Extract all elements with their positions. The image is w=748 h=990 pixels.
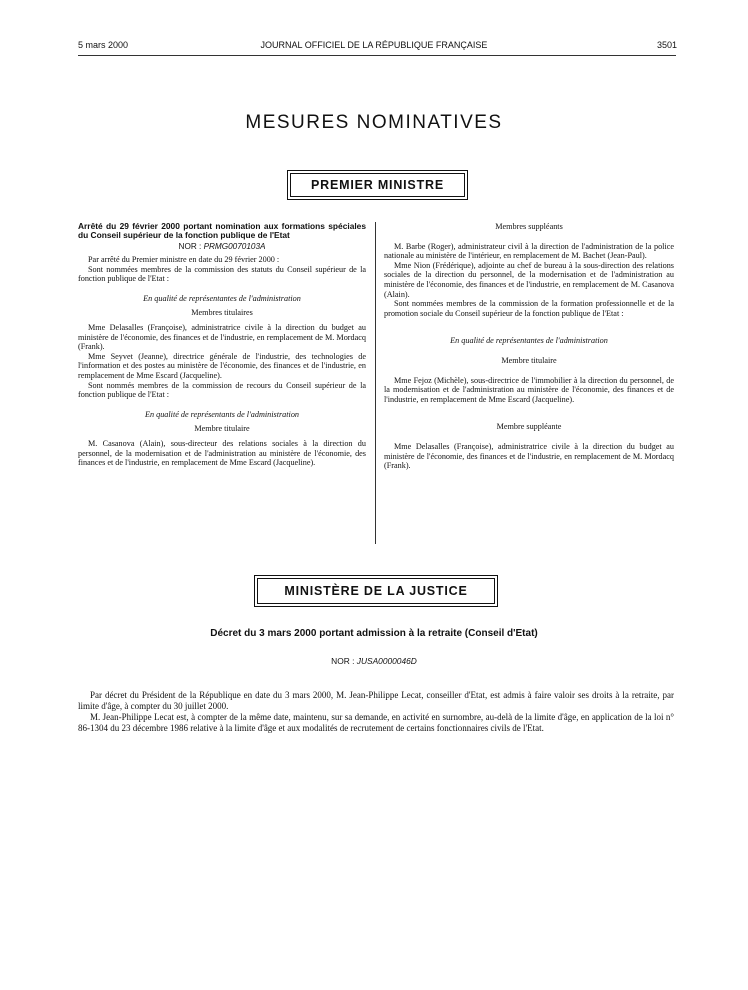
nor-label: NOR :: [331, 656, 355, 666]
right-column: [384, 222, 674, 471]
header-date: 5 mars 2000: [78, 40, 129, 50]
header-journal-title: JOURNAL OFFICIEL DE LA RÉPUBLIQUE FRANÇAISE: [260, 40, 488, 50]
nor-label: NOR :: [178, 242, 202, 252]
paragraph: Sont nommés membres de la commission de recours du Conseil supérieur de la fonction publique de l'Etat :: [78, 380, 366, 400]
column-divider: [375, 222, 376, 544]
subheading-membre-suppleante: Membre suppléante: [496, 422, 562, 432]
section-heading-box-premier-ministre: [287, 170, 468, 200]
nor-line: [78, 242, 366, 252]
subheading-qualite: En qualité de représentantes de l'administration: [450, 336, 608, 346]
nor-value: PRMG0070103A: [203, 242, 266, 252]
subheading-membre-titulaire: Membre titulaire: [194, 424, 250, 434]
subheading-membre-titulaire: Membre titulaire: [501, 355, 557, 365]
nor-value: JUSA0000046D: [356, 656, 417, 666]
paragraph: M. Casanova (Alain), sous-directeur des relations sociales à la direction du personnel, de la modernisation et de l'administration au ministère de l'économie, des finances et de l'industrie, en remplacement de Mme Escard (Jacqueline).: [78, 438, 366, 468]
paragraph: Mme Seyvet (Jeanne), directrice générale de l'industrie, des technologies de l'information et des postes au ministère de l'économie, des finances et de l'industrie, en remplacement de Mme Escard (Jacqueline).: [78, 351, 366, 380]
paragraph: Par arrêté du Premier ministre en date du 29 février 2000 :: [88, 255, 280, 264]
paragraph: M. Barbe (Roger), administrateur civil à la direction de l'administration de la police nationale au ministère de l'intérieur, en remplacement de M. Bachet (Jean-Paul).: [384, 241, 674, 261]
subheading-qualite: En qualité de représentantes de l'administration: [143, 293, 301, 303]
paragraph: Sont nommées membres de la commission des statuts du Conseil supérieur de la fonction publique de l'Etat :: [78, 264, 366, 284]
paragraph: Mme Delasalles (Françoise), administratrice civile à la direction du budget au ministère de l'économie, des finances et de l'industrie, en remplacement de M. Mordacq (Frank).: [78, 322, 366, 352]
header-page-number: 3501: [656, 40, 677, 50]
subheading-membres-suppleants: Membres suppléants: [495, 222, 563, 231]
article-title: Arrêté du 29 février 2000 portant nomination aux formations spéciales du Conseil supérieur de la fonction publique de l'Etat: [78, 221, 366, 241]
main-title: MESURES NOMINATIVES: [245, 112, 503, 133]
paragraph: Sont nommées membres de la commission de la formation professionnelle et de la promotion sociale du Conseil supérieur de la fonction publique de l'Etat :: [384, 299, 674, 318]
subheading-membres-titulaires: Membres titulaires: [191, 308, 253, 318]
section-heading-box-justice: [254, 575, 498, 607]
section-heading-justice: MINISTÈRE DE LA JUSTICE: [257, 578, 495, 604]
decree-body: [78, 690, 674, 734]
paragraph: M. Jean-Philippe Lecat est, à compter de la même date, maintenu, sur sa demande, en activité en surnombre, au-delà de la limite d'âge, en application de la loi n° 86-1304 du 23 décembre 1986 relative à la limite d'âge et aux modalités de recrutement de certains fonctionnaires civils de l'Etat.: [78, 712, 674, 733]
subheading-qualite: En qualité de représentants de l'administration: [144, 409, 300, 419]
header-rule: [78, 55, 676, 56]
section-heading-premier-ministre: PREMIER MINISTRE: [290, 173, 465, 197]
decree-nor-line: [0, 656, 748, 666]
paragraph: Mme Nion (Frédérique), adjointe au chef de bureau à la sous-direction des relations sociales de la direction du personnel, de la modernisation et de l'administration au ministère de l'économie, des finances et de l'industrie, en remplacement de M. Casanova (Alain).: [384, 260, 674, 299]
paragraph: Mme Delasalles (Françoise), administratrice civile à la direction du budget au ministère de l'économie, des finances et de l'industrie, en remplacement de M. Mordacq (Frank).: [384, 441, 674, 471]
paragraph: Mme Fejoz (Michèle), sous-directrice de l'immobilier à la direction du personnel, de la modernisation et de l'administration au ministère de l'économie, des finances et de l'industrie, en remplacement de Mme Escard (Jacqueline).: [384, 375, 674, 404]
decree-title: Décret du 3 mars 2000 portant admission à la retraite (Conseil d'Etat): [210, 628, 538, 639]
paragraph: Par décret du Président de la République en date du 3 mars 2000, M. Jean-Philippe Lecat, conseiller d'Etat, est admis à faire valoir ses droits à la retraite, par limite d'âge, à compter du 30 juillet 2000.: [78, 690, 674, 711]
left-column: [78, 222, 366, 468]
